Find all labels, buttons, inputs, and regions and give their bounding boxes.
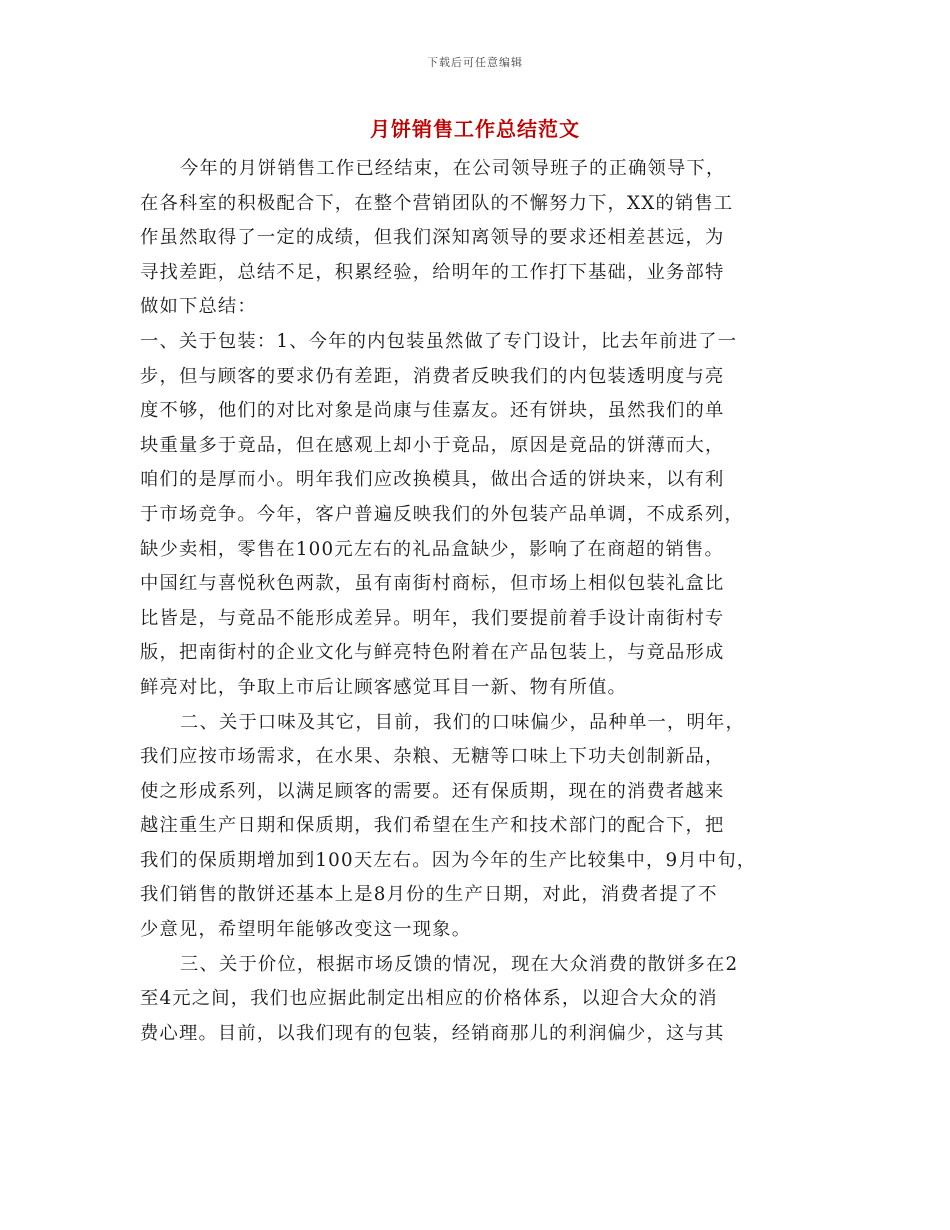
text-line: 中国红与喜悦秋色两款，虽有南街村商标，但市场上相似包装礼盒比 xyxy=(140,573,725,595)
text-line: 今年的月饼销售工作已经结束，在公司领导班子的正确领导下， xyxy=(180,158,726,179)
text-line: 使之形成系列，以满足顾客的需要。还有保质期，现在的消费者越来 xyxy=(140,780,725,802)
document-body xyxy=(140,152,820,1051)
text-line: 版，把南街村的企业文化与鲜亮特色附着在产品包装上，与竟品形成 xyxy=(140,642,725,664)
text-line: 度不够，他们的对比对象是尚康与佳嘉友。还有饼块，虽然我们的单 xyxy=(140,400,725,422)
text-line: 缺少卖相，零售在100元左右的礼品盒缺少，影响了在商超的销售。 xyxy=(140,538,724,560)
header-note: 下载后可任意编辑 xyxy=(427,56,523,69)
document-title: 月饼销售工作总结范文 xyxy=(370,117,580,141)
text-line: 我们应按市场需求，在水果、杂粮、无糖等口味上下功夫创制新品， xyxy=(140,746,725,768)
text-line: 于市场竞争。今年，客户普遍反映我们的外包装产品单调，不成系列， xyxy=(140,503,744,525)
text-line: 至4元之间，我们也应据此制定出相应的价格体系，以迎合大众的消 xyxy=(140,988,718,1010)
text-line: 步，但与顾客的要求仍有差距，消费者反映我们的内包装透明度与亮 xyxy=(140,365,725,387)
text-line: 在各科室的积极配合下，在整个营销团队的不懈努力下，XX的销售工 xyxy=(140,192,734,214)
text-line: 做如下总结： xyxy=(140,296,257,318)
text-line: 越注重生产日期和保质期，我们希望在生产和技术部门的配合下，把 xyxy=(140,815,725,837)
text-line: 鲜亮对比，争取上市后让顾客感觉耳目一新、物有所值。 xyxy=(140,676,628,698)
text-line: 费心理。目前，以我们现有的包装，经销商那儿的利润偏少，这与其 xyxy=(140,1022,725,1044)
text-line: 三、关于价位，根据市场反馈的情况，现在大众消费的散饼多在2 xyxy=(180,953,739,975)
text-line: 咱们的是厚而小。明年我们应改换模具，做出合适的饼块来，以有利 xyxy=(140,469,725,491)
text-line: 二、关于口味及其它，目前，我们的口味偏少，品种单一，明年， xyxy=(180,711,745,733)
text-line: 少意见，希望明年能够改变这一现象。 xyxy=(140,919,472,941)
text-line: 我们的保质期增加到100天左右。因为今年的生产比较集中，9月中旬， xyxy=(140,849,757,871)
text-line: 比皆是，与竟品不能形成差异。明年，我们要提前着手设计南街村专 xyxy=(140,607,725,629)
text-line: 寻找差距，总结不足，积累经验，给明年的工作打下基础，业务部特 xyxy=(140,261,725,283)
text-line: 作虽然取得了一定的成绩，但我们深知离领导的要求还相差甚远，为 xyxy=(140,227,725,249)
text-line: 我们销售的散饼还基本上是8月份的生产日期，对此，消费者提了不 xyxy=(140,884,718,906)
text-line: 块重量多于竟品，但在感观上却小于竟品，原因是竟品的饼薄而大， xyxy=(140,434,725,456)
text-line: 一、关于包装：1、今年的内包装虽然做了专门设计，比去年前进了一 xyxy=(140,330,738,352)
